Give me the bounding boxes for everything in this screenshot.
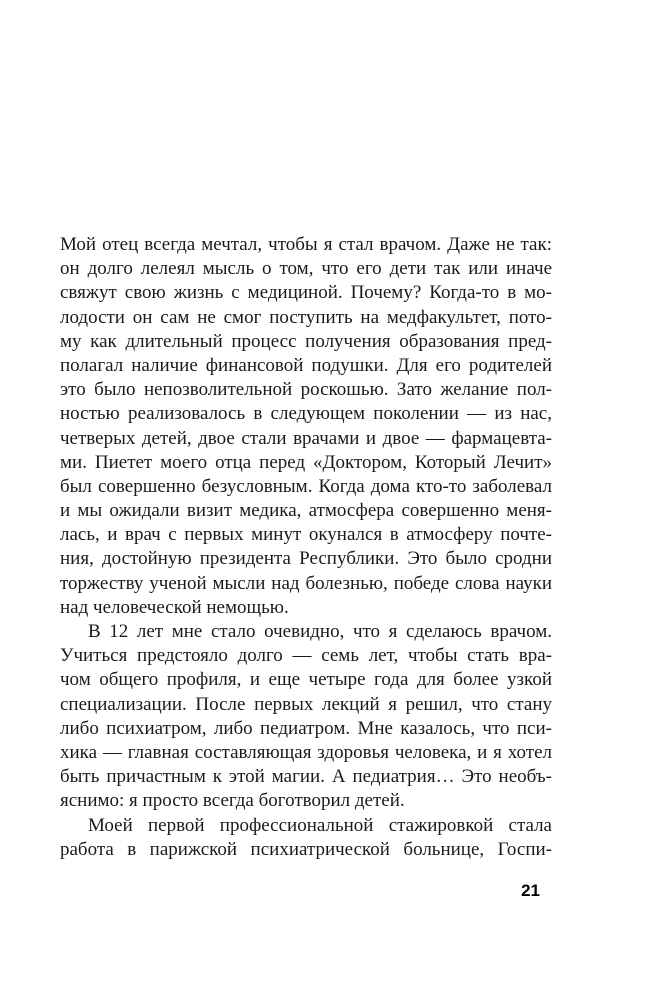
text-line: он долго лелеял мысль о том, что его дети так или иначе	[60, 258, 552, 280]
text-line: быть причастным к этой магии. А педиатрия… Это необъ-	[60, 766, 552, 788]
body-text	[60, 233, 552, 862]
text-line: работа в парижской психиатрической больнице, Госпи-	[60, 838, 552, 860]
text-line: это было непозволительной роскошью. Зато желание пол-	[60, 379, 552, 401]
text-line: лодости он сам не смог поступить на медфакультет, пото-	[60, 306, 552, 328]
text-line: Мой отец всегда мечтал, чтобы я стал врачом. Даже не так:	[60, 234, 552, 255]
text-line: яснимо: я просто всегда боготворил детей.	[60, 790, 405, 812]
text-line: лась, и врач с первых минут окунался в атмосферу почте-	[60, 524, 552, 546]
text-line: четверых детей, двое стали врачами и двое — фармацевта-	[60, 427, 552, 449]
text-line: свяжут свою жизнь с медициной. Почему? Когда-то в мо-	[60, 282, 552, 304]
text-line: был совершенно безусловным. Когда дома кто-то заболевал	[60, 475, 552, 497]
text-line: торжеству ученой мысли над болезнью, победе слова науки	[60, 572, 552, 594]
text-line: чом общего профиля, и еще четыре года для более узкой	[60, 669, 552, 691]
text-line: полагал наличие финансовой подушки. Для его родителей	[60, 354, 552, 376]
text-line: специализации. После первых лекций я решил, что стану	[60, 693, 552, 715]
text-line: либо психиатром, либо педиатром. Мне казалось, что пси-	[60, 717, 552, 739]
text-line: му как длительный процесс получения образования пред-	[60, 330, 552, 352]
text-line: ми. Пиетет моего отца перед «Доктором, Который Лечит»	[60, 451, 552, 473]
text-line: ния, достойную президента Республики. Это было сродни	[60, 548, 552, 570]
text-line: хика — главная составляющая здоровья человека, и я хотел	[60, 741, 552, 763]
text-line: Моей первой профессиональной стажировкой стала	[88, 814, 552, 836]
text-line: над человеческой немощью.	[60, 596, 289, 618]
text-line: ностью реализовалось в следующем поколении — из нас,	[60, 403, 552, 425]
text-line: Учиться предстояло долго — семь лет, чтобы стать вра-	[60, 645, 552, 667]
text-line: В 12 лет мне стало очевидно, что я сделаюсь врачом.	[88, 621, 552, 642]
text-line: и мы ожидали визит медика, атмосфера совершенно меня-	[60, 500, 552, 522]
page-number: 21	[521, 881, 540, 900]
